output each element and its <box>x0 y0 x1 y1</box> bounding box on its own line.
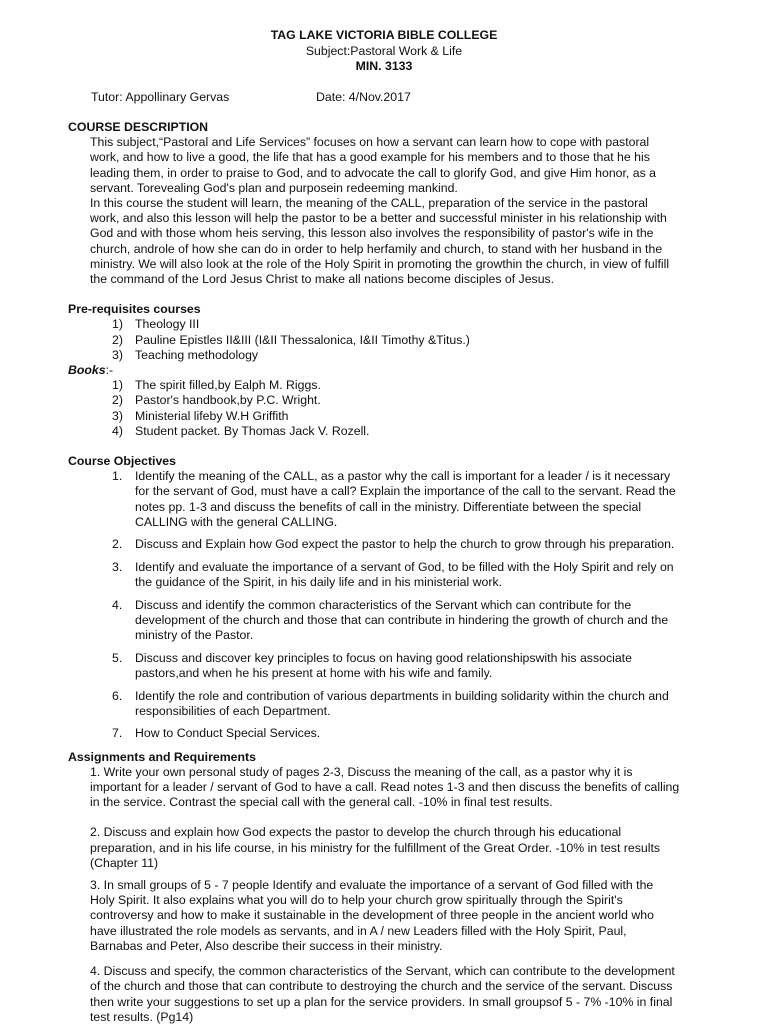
list-number: 3. <box>112 560 123 575</box>
course-code: MIN. 3133 <box>355 59 413 73</box>
assignments-heading: Assignments and Requirements <box>68 749 256 764</box>
list-number: 4) <box>112 423 123 438</box>
document-body <box>68 120 680 1025</box>
list-item <box>68 317 680 332</box>
list-number: 6. <box>112 688 123 703</box>
list-text: Pastor's handbook,by P.C. Wright. <box>135 393 321 408</box>
objective-item <box>68 537 680 552</box>
assignments-section <box>68 765 680 1025</box>
list-text: Pauline Epistles II&III (I&II Thessalonica, I&II Timothy &Titus.) <box>135 332 470 347</box>
objectives-heading: Course Objectives <box>68 454 176 469</box>
course-description-heading: COURSE DESCRIPTION <box>68 120 209 134</box>
document-date: Date: 4/Nov.2017 <box>316 90 411 104</box>
tutor-name: Tutor: Appollinary Gervas <box>91 90 230 104</box>
list-number: 2. <box>112 537 123 552</box>
objective-item <box>68 598 680 644</box>
list-text: Theology III <box>135 317 200 332</box>
objective-item <box>68 469 680 530</box>
books-heading <box>68 363 680 378</box>
description-paragraph: This subject,“Pastoral and Life Services” focuses on how a servant can learn how to cope with pastoral work, and how to live a good, the life that has a good example for his members and to those that he his leading them, in order to praise to God, and to advocate the call to glorify God, and give Him honor, as a servant. Torevealing God's plan and purposein redeeming mankind. <box>90 135 656 195</box>
list-item <box>68 409 680 424</box>
list-item <box>68 378 680 393</box>
list-number: 2) <box>112 393 123 408</box>
objective-item <box>68 689 680 719</box>
list-text: The spirit filled,by Ealph M. Riggs. <box>135 378 321 393</box>
document-header <box>0 28 768 75</box>
objective-item <box>68 726 680 741</box>
list-number: 1. <box>112 469 123 484</box>
assignment-item: 4. Discuss and specify, the common characteristics of the Servant, which can contribute to the development of the church and those that can contribute to destroying the church and the service of the servant. Discuss then write your suggestions to set up a plan for the service providers. In small groupsof 5 - 7% -10% in final test results. (Pg14) <box>90 964 675 1024</box>
list-text: How to Conduct Special Services. <box>135 726 321 741</box>
objectives-list <box>68 469 680 741</box>
list-item <box>68 348 680 363</box>
list-number: 1) <box>112 378 123 393</box>
list-text: Identify the meaning of the CALL, as a pastor why the call is important for a leader / is it necessary for the servant of God, must have a call? Explain the importance of the call to the servant. Read the notes pp. 1-3 and discuss the benefits of call in the ministry. Differentiate between the special CALLING with the general CALLING. <box>135 469 676 529</box>
college-title: TAG LAKE VICTORIA BIBLE COLLEGE <box>270 28 498 42</box>
books-list <box>68 378 680 439</box>
assignment-item: 3. In small groups of 5 - 7 people Identify and evaluate the importance of a servant of God filled with the Holy Spirit. It also explains what you will do to help your church grow spiritually through the Spirit's controversy and how to make it sustainable in the development of three people in the ancient world who have illustrated the role models as servants, and in A / new Leaders filled with the Holy Spirit, Paul, Barnabas and Peter, Also describe their success in their ministry. <box>90 878 654 953</box>
prerequisites-heading: Pre-requisites courses <box>68 302 201 317</box>
assignment-item: 2. Discuss and explain how God expects the pastor to develop the church through his educational preparation, and in his life course, in his ministry for the fulfillment of the Great Order. -10% in test results (Chapter 11) <box>90 825 661 870</box>
assignment-item: 1. Write your own personal study of pages 2-3, Discuss the meaning of the call, as a pastor why it is important for a leader / servant of God to have a call. Read notes 1-3 and then discuss the benefits of calling in the service. Contrast the special call with the general call. -10% in final test results. <box>90 764 680 810</box>
description-paragraph: In this course the student will learn, the meaning of the CALL, preparation of the service in the pastoral work, and also this lesson will help the pastor to be a better and successful minister in his relationship with God and with those whom heis serving, this lesson also involves the responsibility of pastor's wife in the church, androle of how she can do in order to help herfamily and church, to stand with her husband in the ministry. We will also look at the role of the Holy Spirit in promoting the growthin the church, in view of fulfill the command of the Lord Jesus Christ to make all nations become disciples of Jesus. <box>90 196 670 287</box>
list-number: 4. <box>112 597 123 612</box>
objective-item <box>68 560 680 590</box>
objective-item <box>68 651 680 681</box>
list-text: Discuss and discover key principles to focus on having good relationshipswith his associate pastors,and when he his present at home with his wife and family. <box>135 650 632 681</box>
list-number: 7. <box>112 726 123 741</box>
list-text: Discuss and identify the common characteristics of the Servant which can contribute for the development of the church and those that can contribute in hindering the growth of church and the ministry of the Pastor. <box>135 597 669 643</box>
list-text: Teaching methodology <box>135 347 259 362</box>
list-number: 1) <box>112 317 123 332</box>
course-description-text <box>68 135 680 287</box>
list-text: Discuss and Explain how God expect the pastor to help the church to grow through his preparation. <box>135 537 675 552</box>
list-item <box>68 424 680 439</box>
list-text: Ministerial lifeby W.H Griffith <box>135 408 289 423</box>
books-label: Books <box>68 363 106 378</box>
prerequisites-list <box>68 317 680 363</box>
list-number: 3) <box>112 347 123 362</box>
list-number: 2) <box>112 332 123 347</box>
list-item <box>68 393 680 408</box>
list-number: 3) <box>112 408 123 423</box>
books-suffix: :- <box>105 363 114 378</box>
list-text: Student packet. By Thomas Jack V. Rozell. <box>135 423 370 438</box>
list-text: Identify the role and contribution of various departments in building solidarity within the church and responsibilities of each Department. <box>135 688 669 718</box>
list-number: 5. <box>112 650 123 665</box>
list-item <box>68 333 680 348</box>
subject-line: Subject:Pastoral Work & Life <box>305 43 463 58</box>
list-text: Identify and evaluate the importance of a servant of God, to be filled with the Holy Spirit and rely on the guidance of the Spirit, in his daily life and in his ministerial work. <box>135 560 674 590</box>
